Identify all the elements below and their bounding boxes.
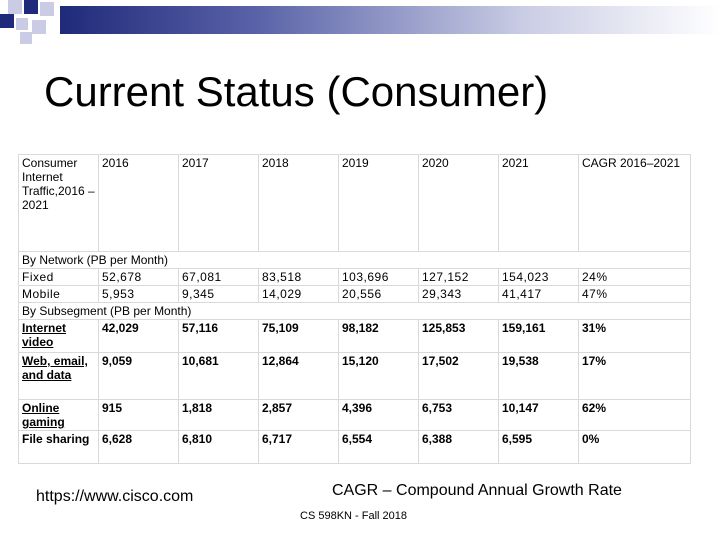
section-row <box>19 303 691 320</box>
table-cell: 6,388 <box>419 431 499 464</box>
slide-footer: CS 598KN - Fall 2018 <box>300 510 407 522</box>
table-cell: 6,717 <box>259 431 339 464</box>
header-cell: 2020 <box>419 155 499 252</box>
table-cell: 2,857 <box>259 400 339 431</box>
table-cell: 75,109 <box>259 320 339 353</box>
decor-square <box>40 2 54 16</box>
row-label: Online gaming <box>19 400 99 431</box>
table-cell: 20,556 <box>339 286 419 303</box>
table-cell: 159,161 <box>499 320 579 353</box>
table-cell: 52,678 <box>99 269 179 286</box>
decor-square <box>24 0 38 14</box>
table-cell: 29,343 <box>419 286 499 303</box>
table-row <box>19 286 691 303</box>
table-cell: 103,696 <box>339 269 419 286</box>
table-cell: 62% <box>579 400 691 431</box>
table-cell: 9,059 <box>99 353 179 400</box>
table-cell: 6,628 <box>99 431 179 464</box>
table-row <box>19 431 691 464</box>
header-cell: 2019 <box>339 155 419 252</box>
table-cell: 83,518 <box>259 269 339 286</box>
row-label: File sharing <box>19 431 99 464</box>
table-cell: 31% <box>579 320 691 353</box>
decor-square <box>16 18 28 30</box>
header-cell: 2021 <box>499 155 579 252</box>
table-row <box>19 353 691 400</box>
row-label: Fixed <box>19 269 99 286</box>
table-cell: 1,818 <box>179 400 259 431</box>
table-row <box>19 269 691 286</box>
table-cell: 127,152 <box>419 269 499 286</box>
decor-square <box>20 32 32 44</box>
row-label: Web, email, and data <box>19 353 99 400</box>
table-cell: 57,116 <box>179 320 259 353</box>
table-cell: 0% <box>579 431 691 464</box>
table-row <box>19 400 691 431</box>
header-cell: Consumer Internet Traffic,2016 –2021 <box>19 155 99 252</box>
row-label: Internet video <box>19 320 99 353</box>
source-url: https://www.cisco.com <box>36 488 194 505</box>
table-cell: 19,538 <box>499 353 579 400</box>
table-cell: 6,595 <box>499 431 579 464</box>
slide-title: Current Status (Consumer) <box>44 68 549 115</box>
table-cell: 6,753 <box>419 400 499 431</box>
table-cell: 14,029 <box>259 286 339 303</box>
table-row <box>19 320 691 353</box>
table-cell: 10,681 <box>179 353 259 400</box>
table-cell: 41,417 <box>499 286 579 303</box>
header-cell: 2016 <box>99 155 179 252</box>
table-cell: 12,864 <box>259 353 339 400</box>
table-cell: 15,120 <box>339 353 419 400</box>
table-cell: 24% <box>579 269 691 286</box>
table-cell: 915 <box>99 400 179 431</box>
section-label: By Subsegment (PB per Month) <box>19 303 691 320</box>
header-cell: CAGR 2016–2021 <box>579 155 691 252</box>
table-cell: 42,029 <box>99 320 179 353</box>
table-header-row <box>19 155 691 252</box>
traffic-table <box>18 154 691 464</box>
header-cell: 2018 <box>259 155 339 252</box>
table-cell: 154,023 <box>499 269 579 286</box>
cagr-definition: CAGR – Compound Annual Growth Rate <box>332 482 622 499</box>
table-cell: 4,396 <box>339 400 419 431</box>
table-cell: 98,182 <box>339 320 419 353</box>
row-label: Mobile <box>19 286 99 303</box>
table-cell: 6,554 <box>339 431 419 464</box>
table-cell: 67,081 <box>179 269 259 286</box>
table-cell: 5,953 <box>99 286 179 303</box>
table-cell: 47% <box>579 286 691 303</box>
decor-square <box>8 0 22 14</box>
section-row <box>19 252 691 269</box>
section-label: By Network (PB per Month) <box>19 252 691 269</box>
header-cell: 2017 <box>179 155 259 252</box>
table-cell: 17% <box>579 353 691 400</box>
table-cell: 125,853 <box>419 320 499 353</box>
table-cell: 6,810 <box>179 431 259 464</box>
decor-square <box>0 14 14 28</box>
header-gradient-band <box>60 6 720 34</box>
table-cell: 9,345 <box>179 286 259 303</box>
decor-square <box>32 20 46 34</box>
table-cell: 17,502 <box>419 353 499 400</box>
table-cell: 10,147 <box>499 400 579 431</box>
